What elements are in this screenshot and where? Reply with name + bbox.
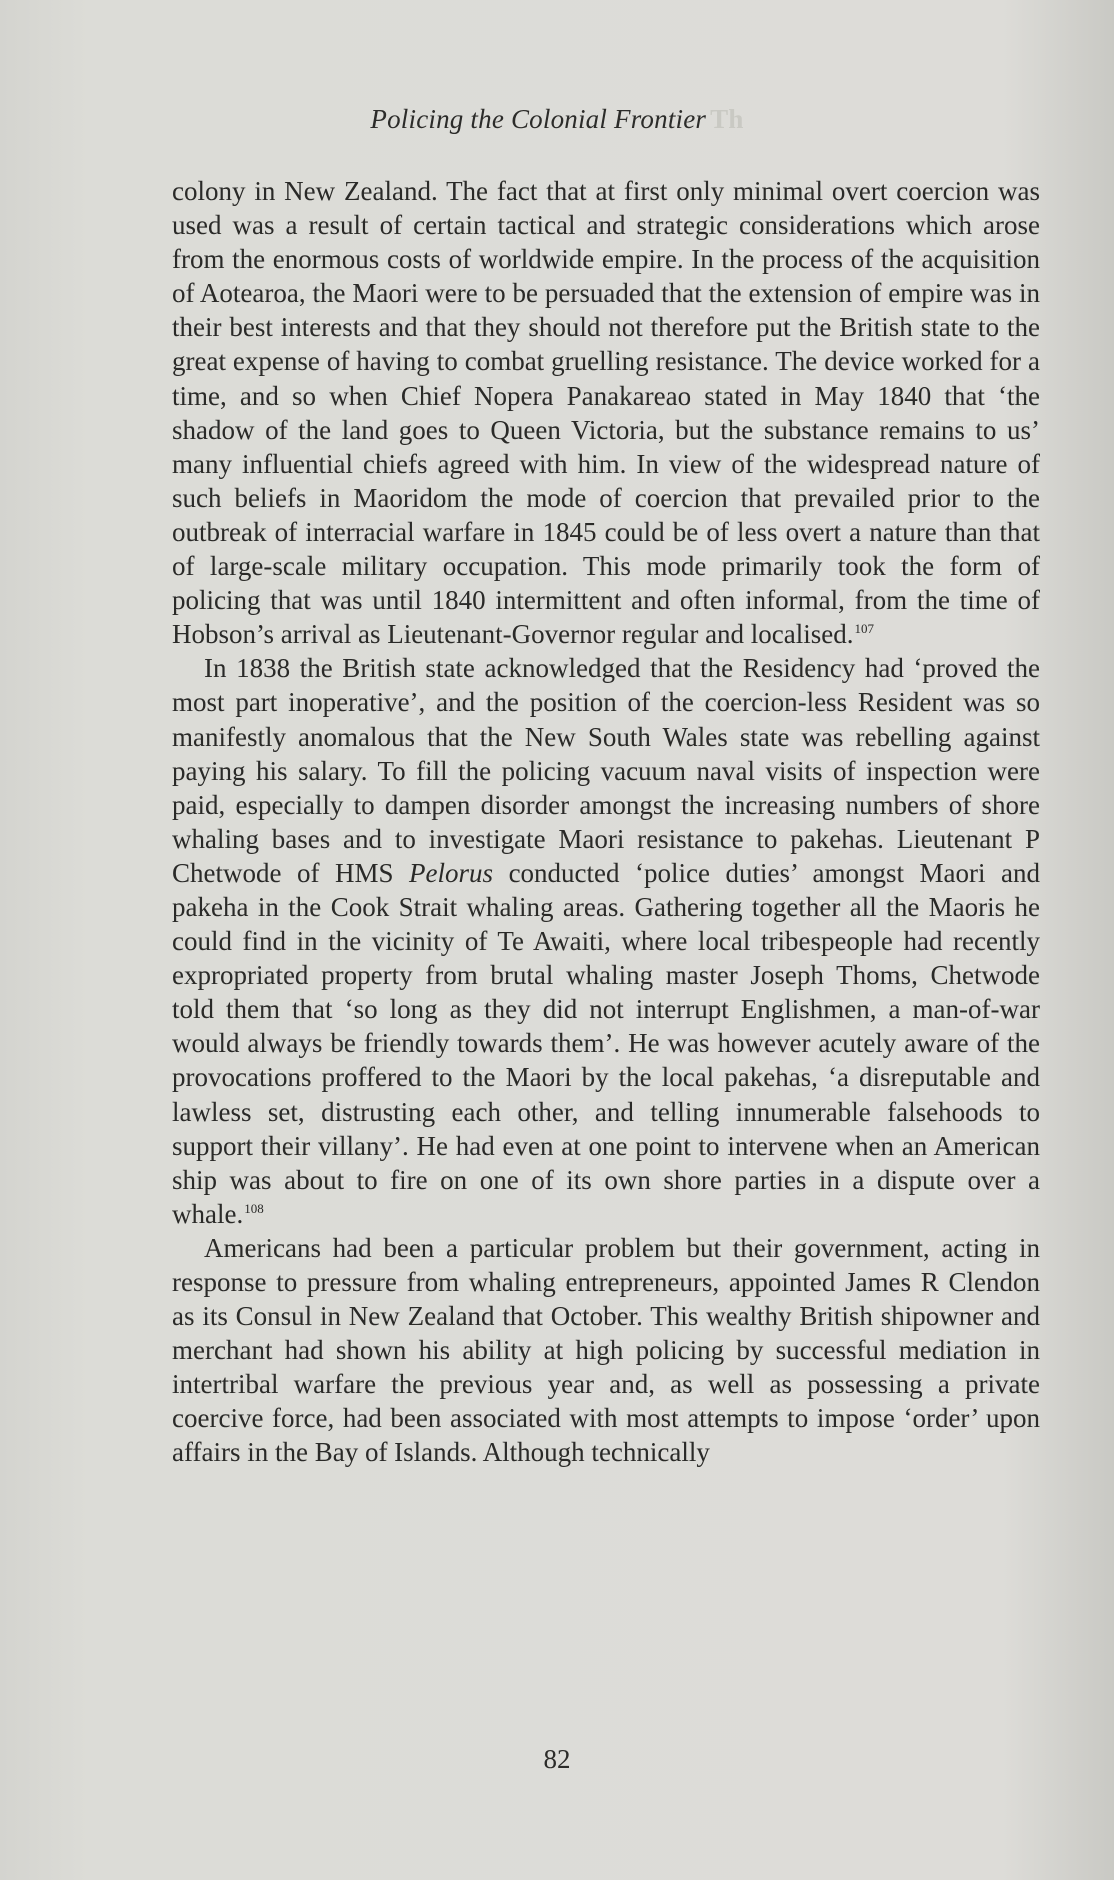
paragraph-3 xyxy=(172,1231,1040,1470)
paragraph-2-text-before: In 1838 the British state acknowledged that the Residency had ‘proved the most part inoperative’, and the position of the coercion-less Resident was so manifestly anomalous that the New South Wales state was rebelling against paying his salary. To fill the policing vacuum naval visits of inspection were paid, especially to dampen disorder amongst the increasing numbers of shore whaling bases and to investigate Maori resistance to pakehas. Lieutenant P Chetwode of HMS xyxy=(172,653,1040,888)
running-head xyxy=(0,104,1114,135)
paragraph-2-text-after: conducted ‘police duties’ amongst Maori and pakeha in the Cook Strait whaling areas. Gathering together all the Maoris he could find in the vicinity of Te Awaiti, where local tribespeople had recently expropriated property from brutal whaling master Joseph Thoms, Chetwode told them that ‘so long as they did not interrupt Englishmen, a man-of-war would always be friendly towards them’. He was however acutely aware of the provocations proffered to the Maori by the local pakehas, ‘a disreputable and lawless set, distrusting each other, and telling innumerable falsehoods to support their villany’. He had even at one point to intervene when an American ship was about to fire on one of its own shore parties in a dispute over a whale. xyxy=(172,857,1040,1229)
footnote-ref-107: 107 xyxy=(854,621,875,637)
page-number: 82 xyxy=(543,1744,571,1774)
body-text xyxy=(172,174,1040,1470)
show-through-text: Th xyxy=(710,104,744,134)
paragraph-3-text: Americans had been a particular problem but their government, acting in response to pressure from whaling entrepreneurs, appointed James R Clendon as its Consul in New Zealand that October. This wealthy British shipowner and merchant had shown his ability at high policing by successful mediation in intertribal warfare the previous year and, as well as possessing a private coercive force, had been associated with most attempts to impose ‘order’ upon affairs in the Bay of Islands. Although technically xyxy=(172,1232,1040,1468)
paragraph-2 xyxy=(172,651,1040,1231)
footnote-ref-108: 108 xyxy=(244,1200,264,1216)
running-head-title: Policing the Colonial Frontier xyxy=(370,104,707,134)
paragraph-1-text: colony in New Zealand. The fact that at first only minimal overt coercion was used was a result of certain tactical and strategic considerations which arose from the enormous costs of worldwide empire. In the process of the acquisition of Aotearoa, the Maori were to be persuaded that the extension of empire was in their best interests and that they should not therefore put the British state to the great expense of having to combat gruelling resistance. The device worked for a time, and so when Chief Nopera Panakareao stated in May 1840 that ‘the shadow of the land goes to Queen Victoria, but the substance remains to us’ many influential chiefs agreed with him. In view of the widespread nature of such beliefs in Maoridom the mode of coercion that prevailed prior to the outbreak of interracial warfare in 1845 could be of less overt a nature than that of large-scale military occupation. This mode primarily took the form of policing that was until 1840 intermittent and often informal, from the time of Hobson’s arrival as Lieutenant-Governor regular and localised. xyxy=(172,176,1040,650)
ship-name: Pelorus xyxy=(409,857,494,888)
paragraph-1 xyxy=(172,174,1040,651)
